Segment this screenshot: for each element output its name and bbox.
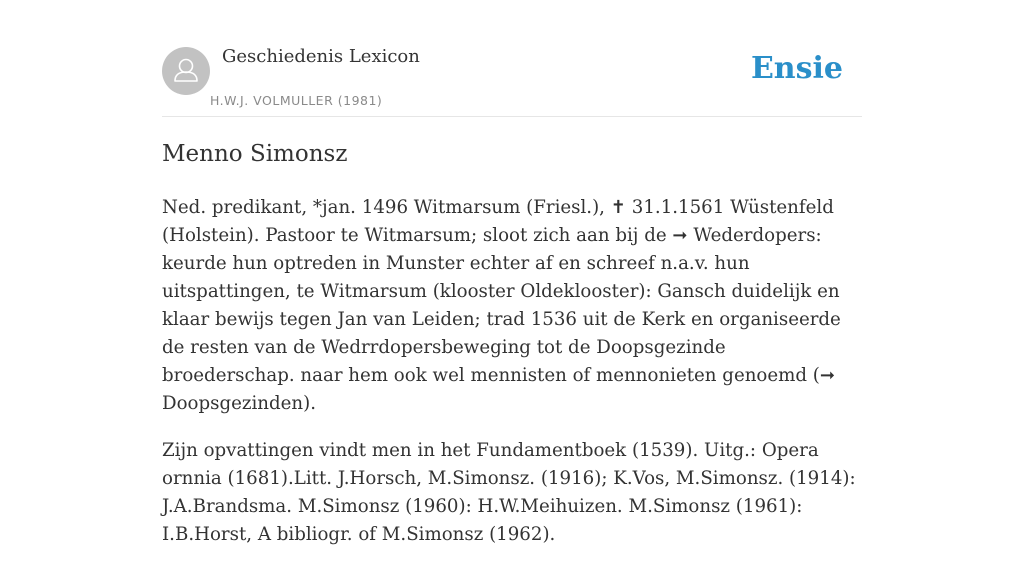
source-title[interactable]: Geschiedenis Lexicon xyxy=(222,46,420,67)
article-body xyxy=(162,138,862,568)
author-name[interactable]: H.W.J. VOLMULLER (1981) xyxy=(210,93,383,108)
user-icon xyxy=(162,47,210,95)
article-title: Menno Simonsz xyxy=(162,141,348,167)
article-paragraph: Ned. predikant, *jan. 1496 Witmarsum (Friesl.), ✝ 31.1.1561 Wüstenfeld (Holstein). Pastoor te Witmarsum; sloot zich aan bij de ➞ Wederdopers: keurde hun optreden in Munster echter af en schreef n.a.v. hun uitspattingen, te Witmarsum (klooster Oldeklooster): Gansch duidelijk en klaar bewijs tegen Jan van Leiden; trad 1536 uit de Kerk en organiseerde de resten van de Wedrrdopersbeweging tot de Doopsgezinde broederschap. naar hem ook wel mennisten of mennonieten genoemd (➞ Doopsgezinden). xyxy=(162,197,841,414)
avatar[interactable] xyxy=(162,47,210,95)
article-header xyxy=(162,40,862,117)
article-paragraph: Zijn opvattingen vindt men in het Fundamentboek (1539). Uitg.: Opera ornnia (1681).Litt. J.Horsch, M.Simonsz. (1916); K.Vos, M.Simonsz. (1914): J.A.Brandsma. M.Simonsz (1960): H.W.Meihuizen. M.Simonsz (1961): I.B.Horst, A bibliogr. of M.Simonsz (1962). xyxy=(162,440,856,545)
brand-logo[interactable]: Ensie xyxy=(750,51,843,86)
